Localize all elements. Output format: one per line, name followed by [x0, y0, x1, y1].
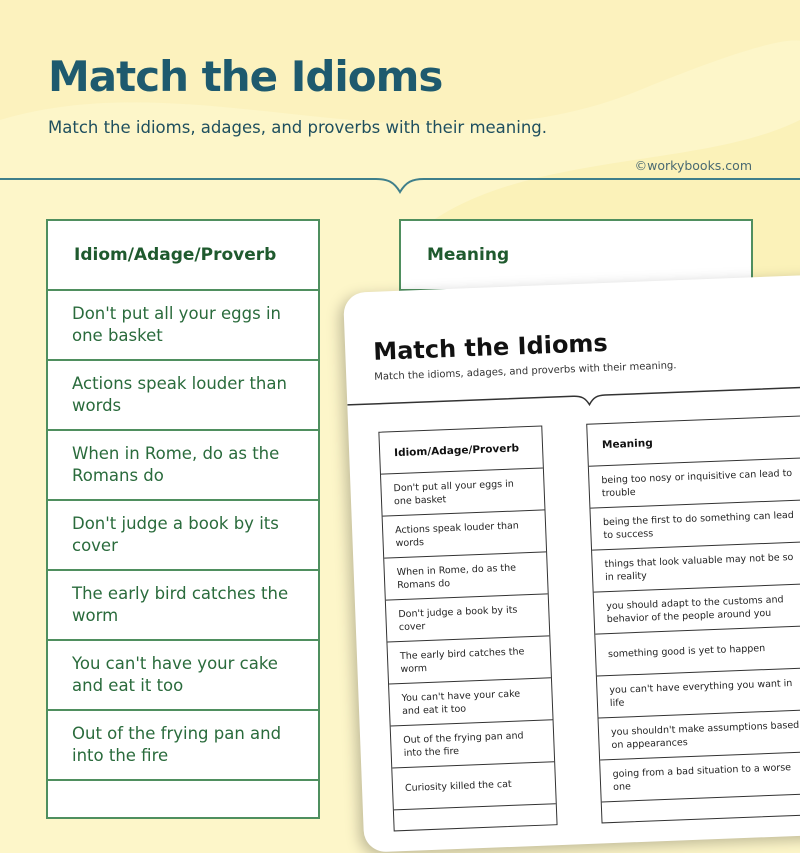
- idiom-cell: Actions speak louder than words: [48, 361, 318, 431]
- worksheet-divider: [347, 380, 800, 419]
- worksheet-meaning-column: [586, 415, 800, 823]
- worksheet-idiom-cell: You can't have your cake and eat it too: [389, 678, 552, 726]
- worksheet-meaning-cell: being too nosy or inquisitive can lead to trouble: [589, 458, 800, 508]
- worksheet-idiom-cell: When in Rome, do as the Romans do: [384, 552, 547, 600]
- worksheet-meaning-cell: going from a bad situation to a worse one: [600, 752, 800, 802]
- idiom-cell: You can't have your cake and eat it too: [48, 641, 318, 711]
- page-title: Match the Idioms: [48, 52, 443, 101]
- credit-text: ©workybooks.com: [634, 158, 752, 173]
- worksheet-idiom-cell: Curiosity killed the cat: [392, 762, 555, 810]
- worksheet-idiom-cell: Don't put all your eggs in one basket: [381, 468, 544, 516]
- idiom-cell: Don't judge a book by its cover: [48, 501, 318, 571]
- idiom-cell: The early bird catches the worm: [48, 571, 318, 641]
- worksheet-meaning-header: Meaning: [587, 416, 800, 466]
- header-divider: [0, 170, 800, 200]
- idiom-column: [46, 219, 320, 819]
- worksheet-idiom-cell: Actions speak louder than words: [383, 510, 546, 558]
- worksheet-meaning-cell: you shouldn't make assumptions based on appearances: [599, 710, 800, 760]
- worksheet-meaning-cell: you can't have everything you want in life: [597, 668, 800, 718]
- worksheet-idiom-cell: Don't judge a book by its cover: [386, 594, 549, 642]
- meaning-column-header: Meaning: [401, 221, 751, 291]
- worksheet-meaning-cell: you should adapt to the customs and behavior of the people around you: [594, 584, 800, 634]
- worksheet-title: Match the Idioms: [372, 328, 609, 366]
- idiom-cell: Don't put all your eggs in one basket: [48, 291, 318, 361]
- worksheet-meaning-cell: something good is yet to happen: [595, 626, 800, 676]
- worksheet-meaning-cell: things that look valuable may not be so in reality: [592, 542, 800, 592]
- worksheet-idiom-header: Idiom/Adage/Proverb: [379, 426, 542, 474]
- idiom-cell: When in Rome, do as the Romans do: [48, 431, 318, 501]
- worksheet-idiom-cell: Out of the frying pan and into the fire: [391, 720, 554, 768]
- idiom-column-header: Idiom/Adage/Proverb: [48, 221, 318, 291]
- worksheet-meaning-cell: being the first to do something can lead to success: [590, 500, 800, 550]
- worksheet-idiom-cell: The early bird catches the worm: [387, 636, 550, 684]
- worksheet-subtitle: Match the idioms, adages, and proverbs with their meaning.: [374, 360, 677, 383]
- idiom-cell: Out of the frying pan and into the fire: [48, 711, 318, 781]
- page-subtitle: Match the idioms, adages, and proverbs with their meaning.: [48, 118, 548, 137]
- worksheet-idiom-column: [378, 425, 557, 831]
- worksheet-preview: [343, 274, 800, 853]
